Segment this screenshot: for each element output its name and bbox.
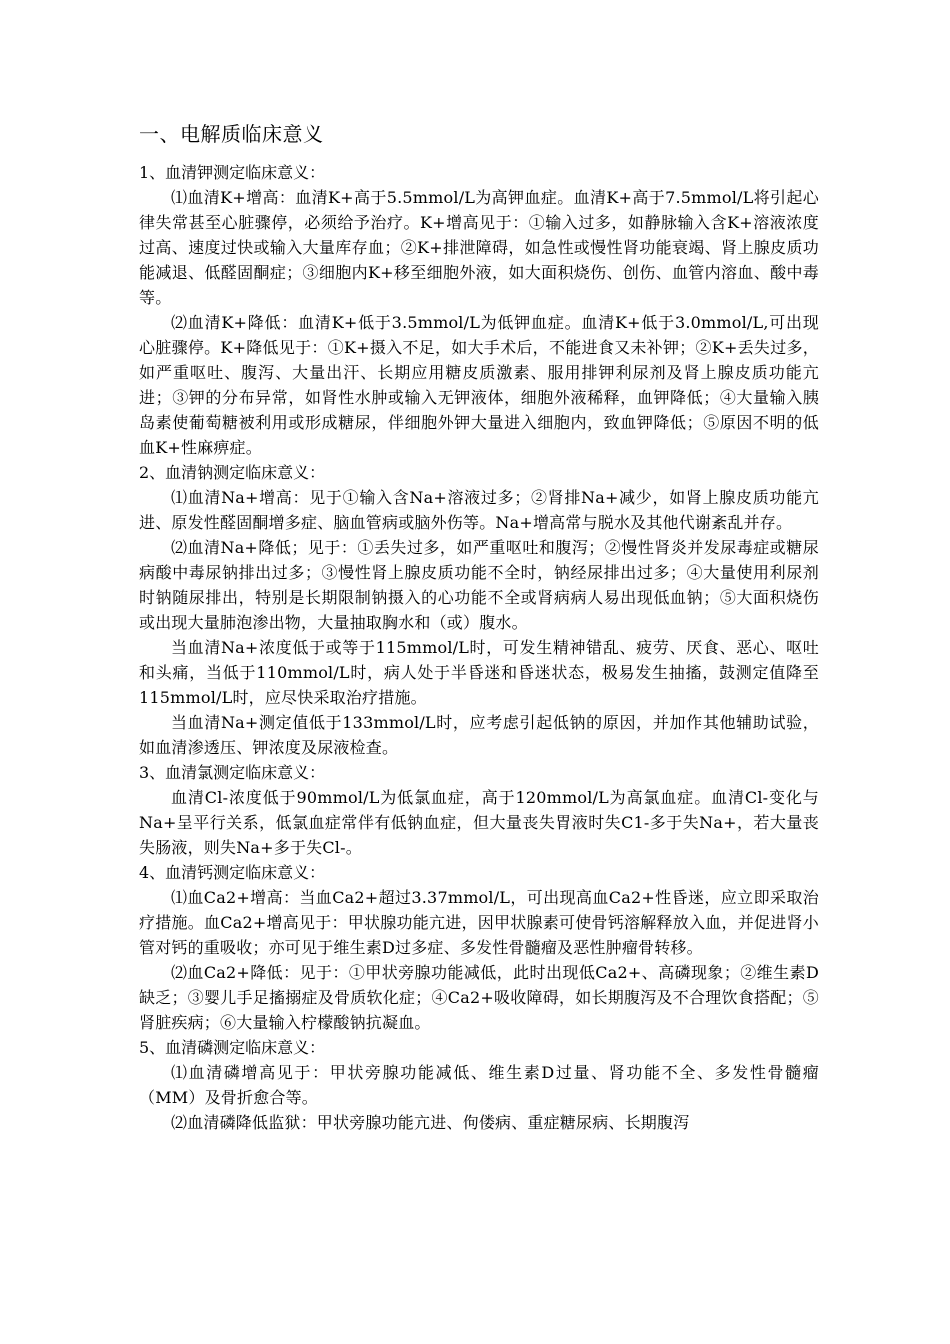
section-heading: 3、血清氯测定临床意义： — [139, 763, 326, 782]
paragraph: 当血清Na+浓度低于或等于115mmol/L时，可发生精神错乱、疲劳、厌食、恶心、呕吐和头痛，当低于110mmol/L时，病人处于半昏迷和昏迷状态，极易发生抽搐，鼓测定值降至115mmol/L时，应尽快采取治疗措施。 — [139, 638, 819, 707]
paragraph: ⑵血清Na+降低；见于：①丢失过多，如严重呕吐和腹泻；②慢性肾炎并发尿毒症或糖尿病酸中毒尿钠排出过多；③慢性肾上腺皮质功能不全时，钠经尿排出过多；④大量使用利尿剂时钠随尿排出，特别是长期限制钠摄入的心功能不全或肾病病人易出现低血钠；⑤大面积烧伤或出现大量肺泡渗出物，大量抽取胸水和（或）腹水。 — [139, 538, 819, 632]
section-calcium — [139, 860, 819, 1035]
section-heading: 1、血清钾测定临床意义： — [139, 163, 326, 182]
section-sodium — [139, 460, 819, 760]
section-phosphorus — [139, 1035, 819, 1135]
paragraph: ⑵血Ca2+降低：见于：①甲状旁腺功能减低，此时出现低Ca2+、高磷现象；②维生素D缺乏；③婴儿手足搐搦症及骨质软化症；④Ca2+吸收障碍，如长期腹泻及不合理饮食搭配；⑤肾脏疾病；⑥大量输入柠檬酸钠抗凝血。 — [139, 963, 819, 1032]
section-heading: 5、血清磷测定临床意义： — [139, 1038, 326, 1057]
document-body — [139, 120, 819, 1135]
document-title: 一、电解质临床意义 — [139, 122, 324, 146]
paragraph: ⑴血清Na+增高：见于①输入含Na+溶液过多；②肾排Na+减少，如肾上腺皮质功能亢进、原发性醛固酮增多症、脑血管病或脑外伤等。Na+增高常与脱水及其他代谢紊乱并存。 — [139, 488, 819, 532]
section-heading: 4、血清钙测定临床意义： — [139, 863, 326, 882]
paragraph: ⑴血清磷增高见于：甲状旁腺功能减低、维生素D过量、肾功能不全、多发性骨髓瘤（MM）及骨折愈合等。 — [139, 1063, 819, 1107]
paragraph: ⑴血Ca2+增高：当血Ca2+超过3.37mmol/L，可出现高血Ca2+性昏迷，应立即采取治疗措施。血Ca2+增高见于：甲状腺功能亢进，因甲状腺素可使骨钙溶解释放入血，并促进肾小管对钙的重吸收；亦可见于维生素D过多症、多发性骨髓瘤及恶性肿瘤骨转移。 — [139, 888, 819, 957]
paragraph: ⑵血清K+降低：血清K+低于3.5mmol/L为低钾血症。血清K+低于3.0mmol/L,可出现心脏骤停。K+降低见于：①K+摄入不足，如大手术后，不能进食又未补钾；②K+丢失过多，如严重呕吐、腹泻、大量出汗、长期应用糖皮质激素、服用排钾利尿剂及肾上腺皮质功能亢进；③钾的分布异常，如肾性水肿或输入无钾液体，细胞外液稀释，血钾降低；④大量输入胰岛素使葡萄糖被利用或形成糖尿，伴细胞外钾大量进入细胞内，致血钾降低；⑤原因不明的低血K+性麻痹症。 — [139, 313, 819, 457]
paragraph: 血清Cl-浓度低于90mmol/L为低氯血症，高于120mmol/L为高氯血症。血清Cl-变化与Na+呈平行关系，低氯血症常伴有低钠血症，但大量丧失胃液时失C1-多于失Na+，若大量丧失肠液，则失Na+多于失Cl-。 — [139, 788, 819, 857]
section-potassium — [139, 160, 819, 460]
section-heading: 2、血清钠测定临床意义： — [139, 463, 326, 482]
paragraph: ⑴血清K+增高：血清K+高于5.5mmol/L为高钾血症。血清K+高于7.5mmol/L将引起心律失常甚至心脏骤停，必须给予治疗。K+增高见于：①输入过多，如静脉输入含K+溶液浓度过高、速度过快或输入大量库存血；②K+排泄障碍，如急性或慢性肾功能衰竭、肾上腺皮质功能减退、低醛固酮症；③细胞内K+移至细胞外液，如大面积烧伤、创伤、血管内溶血、酸中毒等。 — [139, 188, 819, 307]
section-chloride — [139, 760, 819, 860]
paragraph: 当血清Na+测定值低于133mmol/L时，应考虑引起低钠的原因，并加作其他辅助试验，如血清渗透压、钾浓度及尿液检查。 — [139, 713, 819, 757]
paragraph: ⑵血清磷降低监狱：甲状旁腺功能亢进、佝偻病、重症糖尿病、长期腹泻 — [171, 1113, 690, 1132]
